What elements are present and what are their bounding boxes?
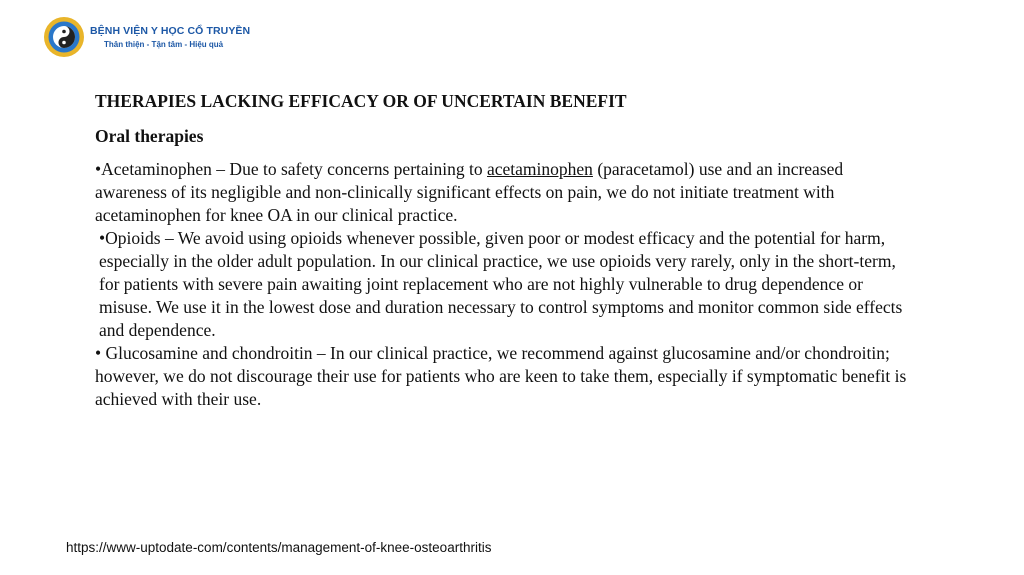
section-subheading: Oral therapies: [95, 126, 204, 146]
yin-yang-emblem-icon: [44, 17, 84, 57]
item-text: (paracetamol) use and an increased awareness of its negligible and non-clinically significant effects on pain, we do not initiate treatment with acetaminophen for knee OA in our clinical practice.: [95, 159, 844, 225]
item-text: Opioids – We avoid using opioids whenever possible, given poor or modest efficacy and the potential for harm, especially in the older adult population. In our clinical practice, we use opioids very rarely, only in the short-term, for patients with severe pain awaiting joint replacement who are not highly vulnerable to drug dependence or misuse. We use it in the lowest dose and duration necessary to control symptoms and monitor common side effects and dependence.: [99, 228, 903, 340]
section-heading: THERAPIES LACKING EFFICACY OR OF UNCERTAIN BENEFIT: [95, 91, 627, 111]
bullet-icon: •: [95, 343, 102, 363]
bullet-item-opioids: [95, 227, 915, 342]
acetaminophen-link[interactable]: acetaminophen: [487, 159, 593, 179]
hospital-logo: [44, 17, 250, 57]
hospital-slogan: Thân thiện - Tận tâm - Hiệu quả: [104, 40, 224, 49]
bullet-item-acetaminophen: [95, 158, 915, 227]
item-text: Acetaminophen – Due to safety concerns pertaining to: [101, 159, 487, 179]
bullet-item-glucosamine: [95, 342, 915, 411]
source-url: https://www-uptodate-com/contents/management-of-knee-osteoarthritis: [66, 540, 492, 555]
bullet-icon: •: [95, 159, 102, 179]
hospital-name: BỆNH VIỆN Y HỌC CỔ TRUYỀN: [90, 25, 251, 37]
slide-content: [95, 90, 915, 411]
bullet-icon: •: [99, 228, 106, 248]
item-text: Glucosamine and chondroitin – In our clinical practice, we recommend against glucosamine and/or chondroitin; however, we do not discourage their use for patients who are keen to take them, especially if symptomatic benefit is achieved with their use.: [95, 343, 907, 409]
